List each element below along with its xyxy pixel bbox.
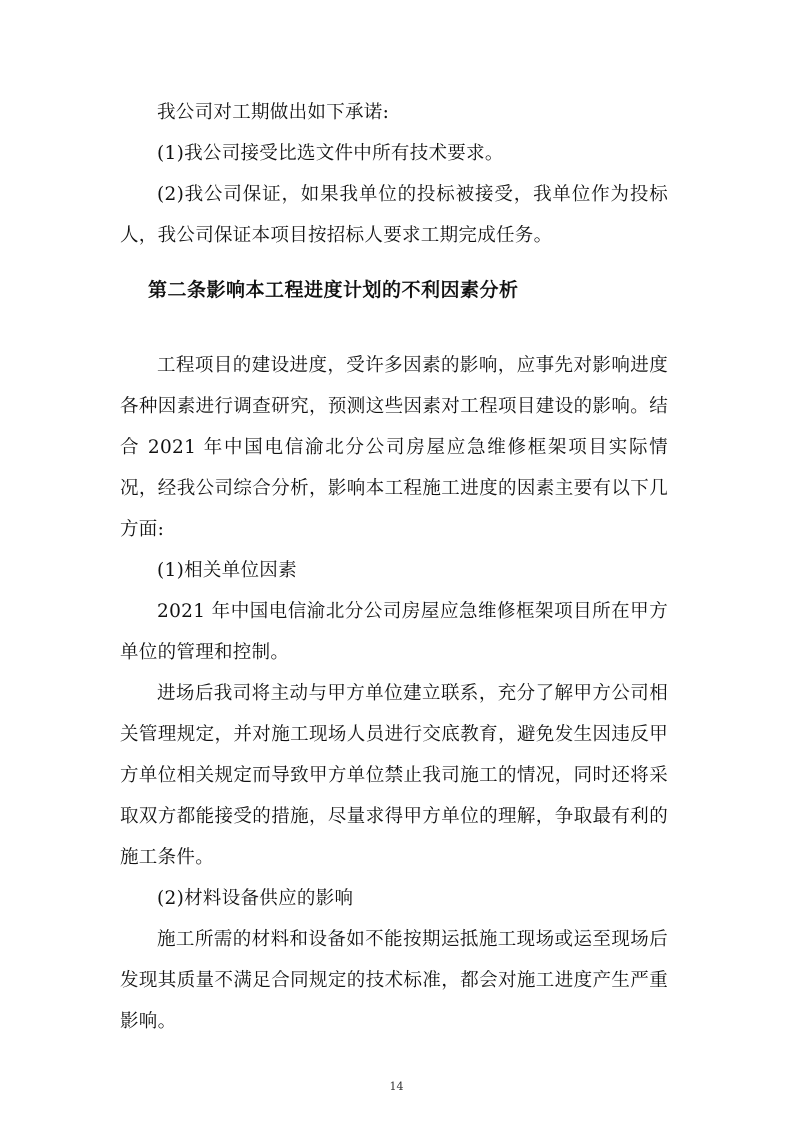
document-body <box>120 92 668 1042</box>
factor-1-title: (1)相关单位因素 <box>157 560 297 581</box>
commitment-intro: 我公司对工期做出如下承诺: <box>157 102 390 123</box>
factor-2-title: (2)材料设备供应的影响 <box>157 888 354 909</box>
commitment-item-2: (2)我公司保证，如果我单位的投标被接受，我单位作为投标人，我公司保证本项目按招标人要求工期完成任务。 <box>120 184 668 246</box>
commitment-item-1: (1)我公司接受比选文件中所有技术要求。 <box>157 143 504 164</box>
factor-2-desc: 施工所需的材料和设备如不能按期运抵施工现场或运至现场后发现其质量不满足合同规定的技术标准，都会对施工进度产生严重影响。 <box>120 929 668 1032</box>
page-number: 14 <box>389 1080 404 1093</box>
factor-1-desc: 2021 年中国电信渝北分公司房屋应急维修框架项目所在甲方单位的管理和控制。 <box>120 601 668 663</box>
analysis-intro: 工程项目的建设进度，受许多因素的影响，应事先对影响进度各种因素进行调查研究，预测这些因素对工程项目建设的影响。结合 2021 年中国电信渝北分公司房屋应急维修框架项目实际情况，经我公司综合分析，影响本工程施工进度的因素主要有以下几方面: <box>120 355 668 540</box>
factor-1-measures: 进场后我司将主动与甲方单位建立联系，充分了解甲方公司相关管理规定，并对施工现场人员进行交底教育，避免发生因违反甲方单位相关规定而导致甲方单位禁止我司施工的情况，同时还将采取双方都能接受的措施，尽量求得甲方单位的理解，争取最有利的施工条件。 <box>120 683 668 868</box>
section-heading: 第二条影响本工程进度计划的不利因素分析 <box>148 279 519 301</box>
